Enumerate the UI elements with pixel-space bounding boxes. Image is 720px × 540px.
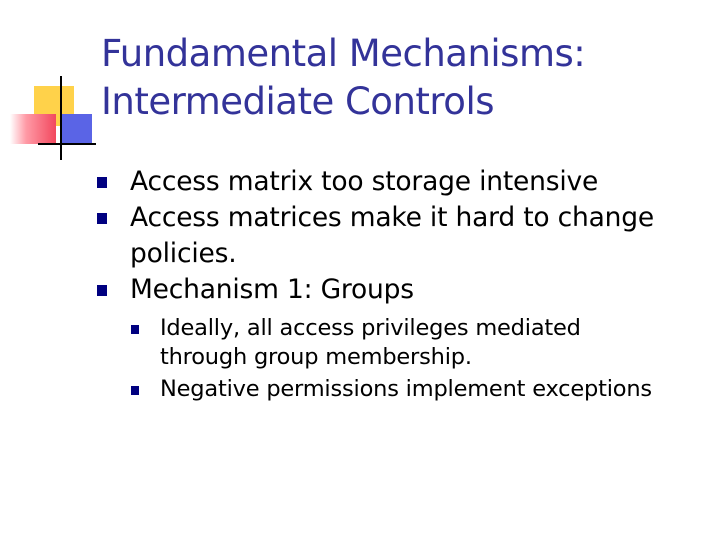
red-square-decoration (10, 114, 56, 144)
bullet-item-groups (90, 272, 700, 404)
sub-bullet-item-exceptions (130, 375, 700, 404)
horizontal-line-decoration (38, 143, 96, 145)
square-bullet-icon (97, 177, 107, 188)
square-bullet-icon (97, 213, 107, 224)
square-bullet-icon (131, 386, 139, 395)
square-bullet-icon (131, 325, 139, 334)
square-bullet-icon (97, 285, 107, 296)
sub-bullet-item-membership (130, 314, 700, 372)
sub-bullet-text-line-2: through group membership. (160, 344, 472, 370)
slide-title-line-1: Fundamental Mechanisms: (101, 32, 586, 75)
bullet-text: Mechanism 1: Groups (130, 274, 414, 305)
sub-bullet-list (130, 314, 700, 404)
sub-bullet-text-line-1: Ideally, all access privileges mediated (160, 315, 581, 341)
sub-bullet-text: Negative permissions implement exceptions (160, 376, 652, 402)
vertical-line-decoration (60, 76, 62, 160)
bullet-text: Access matrix too storage intensive (130, 166, 599, 197)
bullet-list (90, 164, 700, 404)
slide-title-line-2: Intermediate Controls (101, 80, 494, 123)
bullet-item-storage (90, 164, 700, 200)
bullet-text-line-1: Access matrices make it hard to change (130, 202, 654, 233)
blue-square-decoration (62, 114, 92, 144)
slide-title (101, 30, 585, 126)
bullet-item-policies (90, 200, 700, 272)
bullet-text-line-2: policies. (130, 238, 237, 269)
